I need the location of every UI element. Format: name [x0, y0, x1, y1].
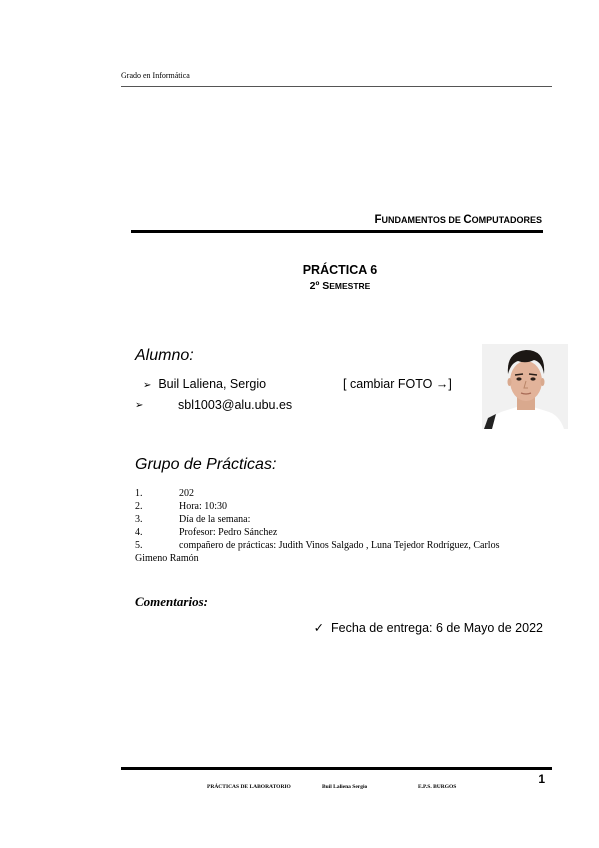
list-item: [135, 539, 550, 552]
student-photo: [482, 344, 568, 429]
due-date-item: [300, 620, 543, 635]
footer-school: E.P.S. BURGOS: [418, 784, 457, 790]
due-date-text: Fecha de entrega: 6 de Mayo de 2022: [331, 621, 543, 635]
course-title: FUNDAMENTOS DE COMPUTADORES: [374, 214, 542, 226]
group-heading: Grupo de Prácticas:: [135, 456, 277, 473]
list-item-number: 4.: [135, 527, 143, 538]
header-rule: [121, 86, 552, 87]
list-item-continuation: [135, 552, 550, 565]
list-item-number: 5.: [135, 540, 143, 551]
arrow-bullet-icon: ➢: [143, 380, 152, 391]
change-photo-link[interactable]: [ cambiar FOTO →]: [343, 377, 452, 391]
footer-student-name: Buil Laliena Sergio: [322, 784, 368, 790]
course-title-rule: [131, 230, 543, 233]
student-email[interactable]: sbl1003@alu.ubu.es: [178, 398, 293, 412]
page-number: 1: [538, 772, 545, 786]
list-item-number: 3.: [135, 514, 143, 525]
footer-rule: [121, 767, 552, 770]
group-number: 202: [179, 488, 194, 499]
group-weekday: Día de la semana:: [179, 514, 251, 525]
group-partners-continued: Gimeno Ramón: [135, 553, 199, 564]
practice-title: PRÁCTICA 6: [302, 263, 378, 277]
footer-lab-label: PRÁCTICAS DE LABORATORIO: [207, 784, 291, 790]
student-heading: Alumno:: [135, 347, 194, 364]
portrait-image: [482, 344, 568, 429]
semester-label: 2º SEMESTRE: [309, 280, 371, 292]
arrow-bullet-icon: ➢: [135, 400, 144, 411]
running-header: Grado en Informática: [121, 71, 190, 80]
student-name: Buil Laliena, Sergio: [158, 377, 267, 391]
list-item: [135, 526, 550, 539]
comments-heading: Comentarios:: [135, 594, 208, 609]
group-partners: compañero de prácticas: Judith Vinos Salgado , Luna Tejedor Rodríguez, Carlos: [179, 540, 500, 551]
list-item-number: 1.: [135, 488, 143, 499]
list-item: [135, 487, 550, 500]
list-item: [135, 513, 550, 526]
check-icon: ✓: [313, 621, 325, 635]
list-item-number: 2.: [135, 501, 143, 512]
list-item: [135, 500, 550, 513]
student-name-item: [143, 377, 266, 391]
group-details-list: [135, 487, 550, 565]
group-time: Hora: 10:30: [179, 501, 228, 512]
group-professor: Profesor: Pedro Sánchez: [179, 527, 278, 538]
